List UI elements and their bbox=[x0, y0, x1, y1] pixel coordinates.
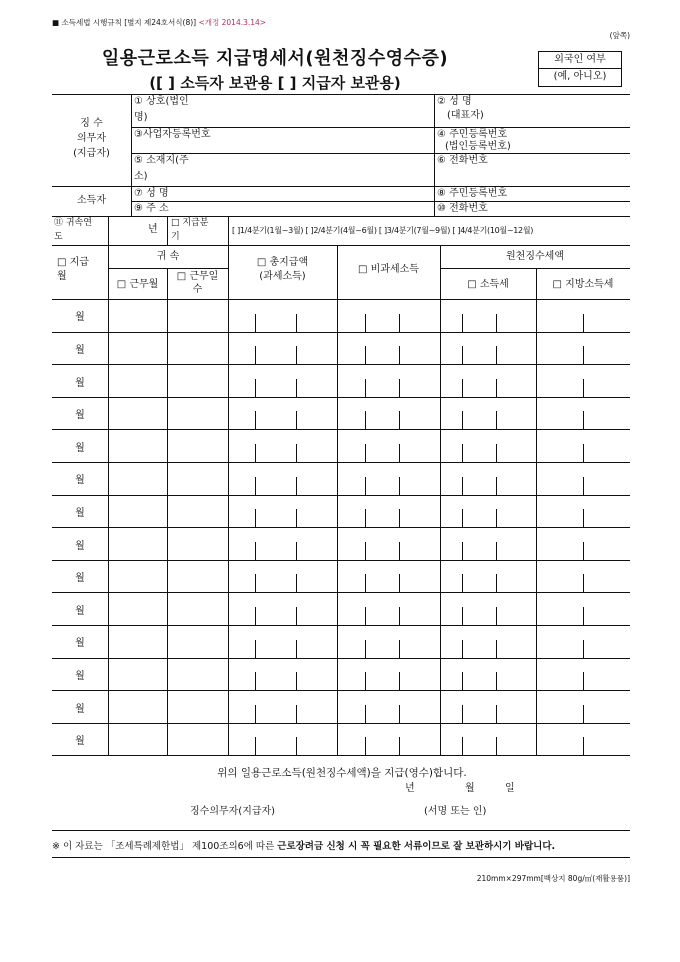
digit-separator bbox=[255, 509, 256, 527]
digit-separator bbox=[296, 477, 297, 495]
digit-separator bbox=[496, 444, 497, 462]
field-earner-phone[interactable]: ⑩ 전화번호 bbox=[437, 203, 488, 214]
digit-separator bbox=[296, 444, 297, 462]
rule bbox=[132, 201, 630, 202]
digit-separator bbox=[583, 346, 584, 364]
rule bbox=[52, 186, 630, 187]
field-business-reg-no[interactable]: ③사업자등록번호 bbox=[134, 129, 211, 140]
digit-separator bbox=[496, 737, 497, 755]
digit-separator bbox=[296, 672, 297, 690]
digit-separator bbox=[462, 477, 463, 495]
payer-sign-label: 징수의무자(지급자) bbox=[190, 806, 276, 817]
digit-separator bbox=[462, 705, 463, 723]
date-month[interactable]: 월 bbox=[465, 783, 475, 794]
digit-separator bbox=[583, 705, 584, 723]
digit-separator bbox=[399, 672, 400, 690]
digit-separator bbox=[496, 477, 497, 495]
month-label: 월 bbox=[75, 475, 85, 486]
digit-separator bbox=[255, 411, 256, 429]
digit-separator bbox=[462, 542, 463, 560]
field-representative[interactable]: ② 성 명 bbox=[437, 96, 472, 107]
digit-separator bbox=[296, 574, 297, 592]
digit-separator bbox=[399, 574, 400, 592]
rule bbox=[440, 245, 441, 755]
digit-separator bbox=[462, 444, 463, 462]
row-rule bbox=[52, 625, 630, 626]
rule bbox=[536, 268, 537, 755]
digit-separator bbox=[399, 640, 400, 658]
digit-separator bbox=[583, 509, 584, 527]
digit-separator bbox=[399, 346, 400, 364]
month-label: 월 bbox=[75, 573, 85, 584]
field-company-name-2: 명) bbox=[134, 112, 148, 123]
row-rule bbox=[52, 495, 630, 496]
digit-separator bbox=[296, 346, 297, 364]
digit-separator bbox=[365, 574, 366, 592]
digit-separator bbox=[462, 640, 463, 658]
digit-separator bbox=[399, 314, 400, 332]
rule bbox=[228, 245, 229, 755]
month-label: 월 bbox=[75, 508, 85, 519]
field-pay-quarter[interactable]: □ 지급분 bbox=[171, 218, 209, 228]
page-side: (앞쪽) bbox=[609, 31, 630, 40]
digit-separator bbox=[496, 607, 497, 625]
col-work-days: □ 근무일 bbox=[176, 271, 219, 282]
rule bbox=[167, 268, 168, 755]
digit-separator bbox=[496, 672, 497, 690]
col-work-month: □ 근무월 bbox=[116, 279, 159, 290]
rule bbox=[108, 216, 109, 245]
row-rule bbox=[52, 364, 630, 365]
month-label: 월 bbox=[75, 704, 85, 715]
field-pay-quarter-2: 기 bbox=[171, 232, 180, 242]
digit-separator bbox=[496, 379, 497, 397]
digit-separator bbox=[399, 542, 400, 560]
rule bbox=[440, 268, 630, 269]
digit-separator bbox=[583, 444, 584, 462]
digit-separator bbox=[399, 737, 400, 755]
digit-separator bbox=[255, 314, 256, 332]
row-rule bbox=[52, 527, 630, 528]
digit-separator bbox=[255, 640, 256, 658]
rule bbox=[108, 268, 228, 269]
row-rule bbox=[52, 429, 630, 430]
digit-separator bbox=[296, 509, 297, 527]
digit-separator bbox=[296, 542, 297, 560]
date-year[interactable]: 년 bbox=[405, 783, 415, 794]
digit-separator bbox=[399, 705, 400, 723]
digit-separator bbox=[399, 379, 400, 397]
col-belong: 귀 속 bbox=[156, 251, 180, 262]
digit-separator bbox=[296, 640, 297, 658]
quarter-options[interactable]: [ ]1/4분기(1월~3월) [ ]2/4분기(4월~6월) [ ]3/4분기(7월~9월) [ ]4/4분기(10월~12월) bbox=[232, 226, 534, 235]
field-tax-year[interactable]: ⑪ 귀속연 bbox=[54, 218, 92, 228]
form-reference bbox=[52, 17, 266, 28]
digit-separator bbox=[255, 574, 256, 592]
digit-separator bbox=[496, 346, 497, 364]
rule bbox=[167, 216, 168, 245]
digit-separator bbox=[462, 314, 463, 332]
month-label: 월 bbox=[75, 606, 85, 617]
digit-separator bbox=[365, 314, 366, 332]
digit-separator bbox=[496, 640, 497, 658]
rule-top bbox=[52, 94, 630, 95]
digit-separator bbox=[583, 411, 584, 429]
digit-separator bbox=[255, 607, 256, 625]
month-label: 월 bbox=[75, 736, 85, 747]
digit-separator bbox=[583, 607, 584, 625]
digit-separator bbox=[496, 705, 497, 723]
digit-separator bbox=[496, 574, 497, 592]
month-label: 월 bbox=[75, 638, 85, 649]
earner-label: 소득자 bbox=[77, 195, 106, 206]
form-subtitle: ([ ] 소득자 보관용 [ ] 지급자 보관용) bbox=[149, 74, 401, 92]
month-label: 월 bbox=[75, 410, 85, 421]
digit-separator bbox=[296, 314, 297, 332]
signature-field[interactable]: (서명 또는 인) bbox=[424, 806, 487, 817]
rule bbox=[434, 94, 435, 216]
digit-separator bbox=[365, 411, 366, 429]
digit-separator bbox=[255, 379, 256, 397]
digit-separator bbox=[583, 379, 584, 397]
digit-separator bbox=[255, 672, 256, 690]
digit-separator bbox=[496, 411, 497, 429]
rule bbox=[228, 216, 229, 245]
month-label: 월 bbox=[75, 345, 85, 356]
digit-separator bbox=[462, 737, 463, 755]
field-resident-no[interactable]: ④ 주민등록번호 bbox=[437, 129, 508, 140]
month-label: 월 bbox=[75, 378, 85, 389]
digit-separator bbox=[583, 737, 584, 755]
payer-label-3: (지급자) bbox=[73, 148, 110, 159]
payer-label-1: 징 수 bbox=[80, 118, 103, 129]
row-rule bbox=[52, 755, 630, 756]
rule bbox=[132, 153, 630, 154]
foreigner-options: (예, 아니오) bbox=[553, 71, 607, 82]
col-withheld: 원천징수세액 bbox=[506, 251, 564, 262]
notice-bold: 근로장려금 신청 시 꼭 필요한 서류이므로 잘 보관하시기 바랍니다. bbox=[277, 841, 556, 852]
col-work-days-2: 수 bbox=[192, 284, 203, 295]
digit-separator bbox=[365, 705, 366, 723]
digit-separator bbox=[583, 477, 584, 495]
rule bbox=[108, 245, 109, 755]
payer-label-2: 의무자 bbox=[77, 133, 106, 144]
col-total-pay-2: (과세소득) bbox=[259, 271, 306, 282]
col-pay-month: □ 지급 bbox=[57, 257, 89, 268]
digit-separator bbox=[296, 607, 297, 625]
digit-separator bbox=[365, 607, 366, 625]
notice bbox=[52, 838, 555, 852]
digit-separator bbox=[296, 737, 297, 755]
foreigner-box[interactable] bbox=[538, 51, 622, 87]
payment-statement: 위의 일용근로소득(원천징수세액)을 지급(영수)합니다. bbox=[217, 767, 467, 779]
rule bbox=[52, 857, 630, 858]
row-rule bbox=[52, 560, 630, 561]
row-rule bbox=[52, 462, 630, 463]
digit-separator bbox=[365, 477, 366, 495]
field-earner-resident-no[interactable]: ⑧ 주민등록번호 bbox=[437, 188, 508, 199]
row-rule bbox=[52, 397, 630, 398]
digit-separator bbox=[462, 411, 463, 429]
digit-separator bbox=[496, 314, 497, 332]
digit-separator bbox=[365, 672, 366, 690]
digit-separator bbox=[365, 542, 366, 560]
digit-separator bbox=[365, 346, 366, 364]
digit-separator bbox=[296, 379, 297, 397]
digit-separator bbox=[399, 477, 400, 495]
digit-separator bbox=[583, 672, 584, 690]
digit-separator bbox=[496, 542, 497, 560]
digit-separator bbox=[399, 411, 400, 429]
digit-separator bbox=[462, 672, 463, 690]
digit-separator bbox=[365, 509, 366, 527]
field-company-name[interactable]: ① 상호(법인 bbox=[134, 96, 189, 107]
row-rule bbox=[52, 332, 630, 333]
digit-separator bbox=[583, 314, 584, 332]
revision-text: <개정 2014.3.14> bbox=[198, 18, 267, 27]
field-phone[interactable]: ⑥ 전화번호 bbox=[437, 155, 488, 166]
digit-separator bbox=[255, 705, 256, 723]
digit-separator bbox=[583, 574, 584, 592]
form-title: 일용근로소득 지급명세서(원천징수영수증) bbox=[101, 48, 449, 69]
digit-separator bbox=[255, 346, 256, 364]
col-local-tax: □ 지방소득세 bbox=[552, 279, 614, 290]
row-rule bbox=[52, 690, 630, 691]
paper-size: 210mm×297mm[백상지 80g/㎡(재활용품)] bbox=[476, 874, 630, 883]
col-nontax: □ 비과세소득 bbox=[358, 264, 419, 275]
digit-separator bbox=[296, 705, 297, 723]
digit-separator bbox=[255, 444, 256, 462]
col-pay-month-2: 월 bbox=[57, 271, 67, 282]
rule bbox=[52, 245, 630, 246]
digit-separator bbox=[255, 542, 256, 560]
digit-separator bbox=[399, 444, 400, 462]
col-total-pay: □ 총지급액 bbox=[256, 257, 309, 268]
month-label: 월 bbox=[75, 671, 85, 682]
digit-separator bbox=[462, 379, 463, 397]
digit-separator bbox=[399, 607, 400, 625]
digit-separator bbox=[399, 509, 400, 527]
digit-separator bbox=[255, 737, 256, 755]
field-earner-name[interactable]: ⑦ 성 명 bbox=[134, 188, 169, 199]
field-tax-year-2: 도 bbox=[54, 232, 63, 242]
field-address[interactable]: ⑤ 소재지(주 bbox=[134, 155, 189, 166]
digit-separator bbox=[496, 509, 497, 527]
month-label: 월 bbox=[75, 312, 85, 323]
digit-separator bbox=[583, 542, 584, 560]
rule bbox=[52, 216, 630, 217]
form-ref-text: ■ 소득세법 시행규칙 [별지 제24호서식(8)] bbox=[52, 18, 197, 27]
row-rule bbox=[52, 658, 630, 659]
row-rule bbox=[52, 723, 630, 724]
month-label: 월 bbox=[75, 541, 85, 552]
digit-separator bbox=[365, 379, 366, 397]
foreigner-label: 외국인 여부 bbox=[539, 52, 621, 69]
rule bbox=[132, 127, 630, 128]
digit-separator bbox=[365, 640, 366, 658]
field-address-2: 소) bbox=[134, 171, 148, 182]
digit-separator bbox=[462, 346, 463, 364]
digit-separator bbox=[462, 607, 463, 625]
field-representative-2: (대표자) bbox=[447, 110, 484, 121]
field-corp-reg-no: (법인등록번호) bbox=[445, 141, 511, 152]
digit-separator bbox=[255, 477, 256, 495]
rule bbox=[52, 830, 630, 831]
row-rule bbox=[52, 592, 630, 593]
digit-separator bbox=[583, 640, 584, 658]
field-earner-address[interactable]: ⑨ 주 소 bbox=[134, 203, 169, 214]
date-day[interactable]: 일 bbox=[505, 783, 515, 794]
digit-separator bbox=[296, 411, 297, 429]
rule bbox=[131, 94, 132, 216]
digit-separator bbox=[462, 574, 463, 592]
col-income-tax: □ 소득세 bbox=[467, 279, 509, 290]
notice-text: ※ 이 자료는 「조세특례제한법」 제100조의6에 따른 bbox=[52, 841, 278, 852]
rule bbox=[337, 245, 338, 755]
digit-separator bbox=[365, 737, 366, 755]
year-unit: 년 bbox=[148, 224, 158, 235]
digit-separator bbox=[462, 509, 463, 527]
row-rule bbox=[52, 299, 630, 300]
month-label: 월 bbox=[75, 443, 85, 454]
digit-separator bbox=[365, 444, 366, 462]
